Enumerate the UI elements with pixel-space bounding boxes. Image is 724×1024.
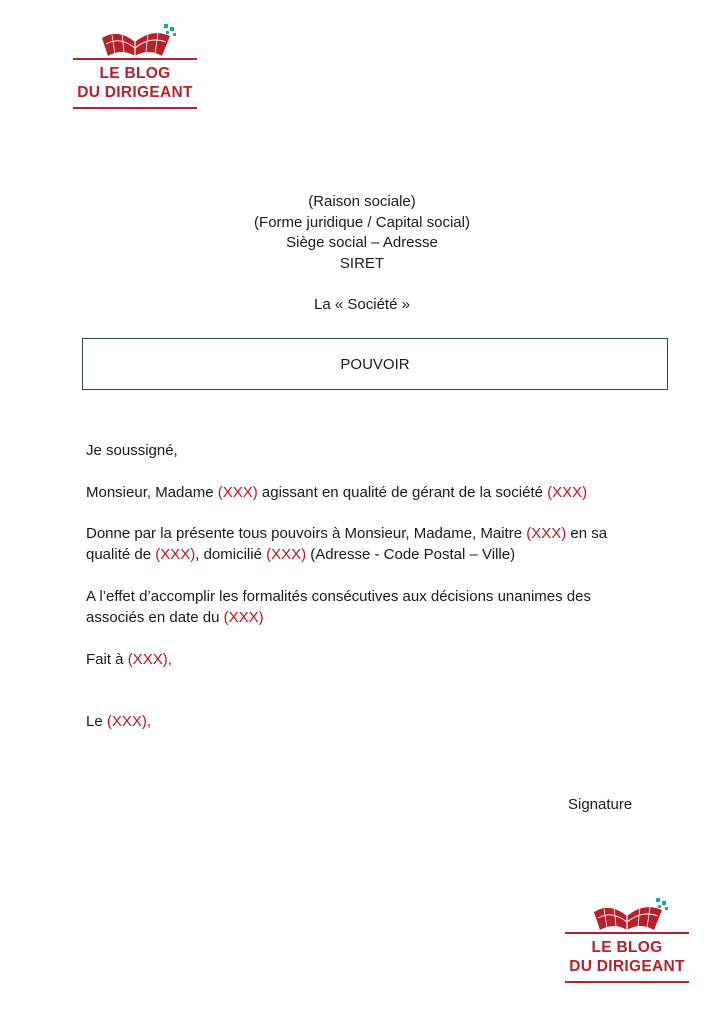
logo-rule-bottom: [565, 981, 689, 983]
soussigne-line: [86, 441, 646, 462]
raison-sociale: (Raison sociale): [308, 193, 416, 210]
p1-placeholder1: (XXX): [217, 484, 258, 501]
p3-text1: A l’effet d’accomplir les formalités consécutives aux décisions unanimes des associés en date du: [86, 588, 591, 626]
soussigne-text: Je soussigné,: [86, 442, 178, 459]
logo-line2: DU DIRIGEANT: [77, 84, 193, 101]
p2-text4: (Adresse - Code Postal – Ville): [306, 545, 516, 563]
le-text: Le: [86, 713, 107, 730]
logo-top: [73, 22, 197, 109]
logo-line1: LE BLOG: [99, 65, 171, 82]
date-line: [86, 712, 646, 733]
siege-social: Siège social – Adresse: [286, 234, 438, 251]
p2-text2: en sa qualité de: [86, 525, 608, 563]
societe-label: La « Société »: [314, 296, 410, 313]
logo-line2: DU DIRIGEANT: [569, 958, 685, 975]
book-logo-icon: [582, 896, 672, 932]
document-title-box: [82, 338, 668, 390]
p2-text3: , domicilié: [195, 545, 267, 563]
logo-bottom: [565, 896, 689, 983]
fait-placeholder: (XXX),: [127, 651, 172, 668]
paragraph-formalites: [86, 587, 646, 628]
book-logo-icon: [90, 22, 180, 58]
siret: SIRET: [339, 254, 385, 272]
p3-placeholder1: (XXX): [223, 608, 264, 626]
document-title: POUVOIR: [340, 355, 410, 373]
p1-text2: agissant en qualité de gérant de la société: [257, 484, 548, 501]
fait-text: Fait à: [86, 651, 128, 668]
p2-placeholder3: (XXX): [266, 545, 307, 563]
company-header: [0, 192, 724, 274]
logo-rule-bottom: [73, 107, 197, 109]
p2-text1: Donne par la présente tous pouvoirs à Monsieur, Madame, Maitre: [86, 525, 527, 542]
le-placeholder: (XXX),: [106, 713, 152, 730]
p1-text1: Monsieur, Madame: [86, 484, 218, 501]
p2-placeholder2: (XXX): [155, 545, 196, 563]
paragraph-pouvoirs: [86, 524, 646, 565]
logo-line1: LE BLOG: [591, 939, 663, 956]
p2-placeholder1: (XXX): [526, 525, 567, 542]
signature-label: Signature: [568, 796, 633, 813]
forme-juridique: (Forme juridique / Capital social): [254, 213, 470, 231]
p1-placeholder2: (XXX): [547, 484, 588, 501]
logo-text: [565, 934, 689, 981]
fait-a-line: [86, 650, 646, 671]
logo-text: [73, 60, 197, 107]
paragraph-gerant: [86, 483, 646, 504]
